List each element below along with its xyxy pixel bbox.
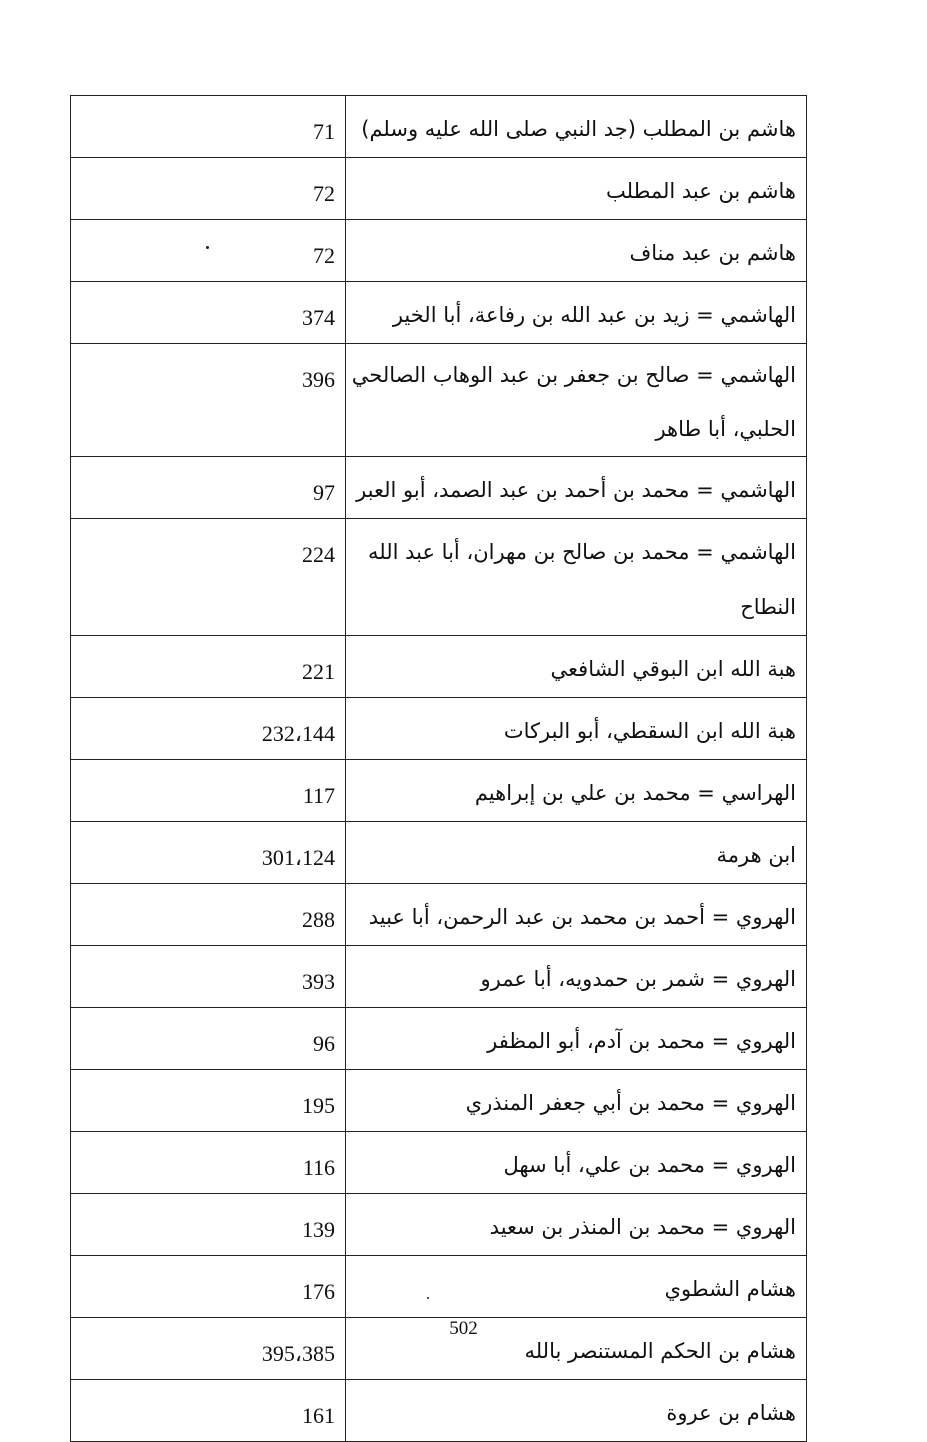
pages-cell — [71, 636, 346, 698]
table-row — [71, 760, 807, 822]
entry-name: الهروي = محمد بن علي، أبا سهل — [503, 1153, 796, 1177]
name-cell — [346, 884, 807, 946]
entry-name: الهروي = محمد بن المنذر بن سعيد — [489, 1215, 796, 1239]
table-row — [71, 884, 807, 946]
entry-name: هشام بن الحكم المستنصر بالله — [524, 1339, 796, 1363]
name-cell — [346, 96, 807, 158]
pages-cell — [71, 884, 346, 946]
name-cell — [346, 1008, 807, 1070]
entry-name: الهاشمي = زيد بن عبد الله بن رفاعة، أبا الخير — [392, 303, 796, 327]
page-refs: 393 — [302, 969, 335, 994]
pages-cell — [71, 1132, 346, 1194]
table-row — [71, 282, 807, 344]
name-cell — [346, 1256, 807, 1318]
entry-name: الهاشمي = محمد بن صالح بن مهران، أبا عبد الله النطاح — [368, 540, 796, 619]
name-cell — [346, 519, 807, 636]
table-row — [71, 1256, 807, 1318]
page-refs: 161 — [302, 1403, 335, 1428]
entry-name: الهروي = شمر بن حمدويه، أبا عمرو — [480, 967, 796, 991]
page-refs: 176 — [302, 1279, 335, 1304]
pages-cell — [71, 96, 346, 158]
entry-name: الهاشمي = صالح بن جعفر بن عبد الوهاب الصالحي الحلبي، أبا طاهر — [351, 363, 796, 441]
pages-cell — [71, 1380, 346, 1442]
name-cell — [346, 1380, 807, 1442]
pages-cell — [71, 698, 346, 760]
table-row — [71, 1070, 807, 1132]
name-cell — [346, 1132, 807, 1194]
name-cell — [346, 1194, 807, 1256]
name-cell — [346, 220, 807, 282]
table-row — [71, 519, 807, 636]
page-refs: 232،144 — [261, 721, 335, 746]
pages-cell — [71, 1070, 346, 1132]
name-cell — [346, 760, 807, 822]
name-cell — [346, 158, 807, 220]
page-refs: 195 — [302, 1093, 335, 1118]
table-row — [71, 698, 807, 760]
name-cell — [346, 344, 807, 457]
entry-name: هشام بن عروة — [666, 1401, 796, 1425]
table-row — [71, 220, 807, 282]
pages-cell — [71, 158, 346, 220]
page-refs: 288 — [302, 907, 335, 932]
name-cell — [346, 698, 807, 760]
pages-cell — [71, 1256, 346, 1318]
name-cell — [346, 282, 807, 344]
page-refs: 96 — [313, 1031, 335, 1056]
index-table — [70, 95, 807, 1442]
pages-cell — [71, 1008, 346, 1070]
scan-speck — [427, 1297, 429, 1299]
name-cell — [346, 946, 807, 1008]
pages-cell — [71, 519, 346, 636]
page-refs: 139 — [302, 1217, 335, 1242]
entry-name: هاشم بن عبد مناف — [629, 241, 796, 265]
entry-name: الهروي = محمد بن آدم، أبو المظفر — [487, 1029, 796, 1053]
table-row — [71, 1194, 807, 1256]
page-refs: 72 — [313, 181, 335, 206]
table-row — [71, 158, 807, 220]
name-cell — [346, 1070, 807, 1132]
page-refs: 116 — [302, 1155, 335, 1180]
pages-cell — [71, 282, 346, 344]
page-number: 502 — [449, 1318, 478, 1339]
page-refs: 374 — [302, 305, 335, 330]
entry-name: الهروي = أحمد بن محمد بن عبد الرحمن، أبا عبيد — [368, 905, 796, 929]
page-refs: 395،385 — [261, 1341, 335, 1366]
page-refs: 71 — [313, 119, 335, 144]
entry-name: الهروي = محمد بن أبي جعفر المنذري — [465, 1091, 796, 1115]
name-cell — [346, 636, 807, 698]
pages-cell — [71, 220, 346, 282]
entry-name: هبة الله ابن البوقي الشافعي — [550, 657, 796, 681]
pages-cell — [71, 344, 346, 457]
table-row — [71, 822, 807, 884]
page-refs: 224 — [302, 542, 335, 567]
entry-name: هبة الله ابن السقطي، أبو البركات — [503, 719, 796, 743]
table-row — [71, 636, 807, 698]
page-refs: 221 — [302, 659, 335, 684]
entry-name: هاشم بن المطلب (جد النبي صلى الله عليه وسلم) — [361, 117, 796, 141]
entry-name: ابن هرمة — [716, 843, 796, 867]
pages-cell — [71, 946, 346, 1008]
pages-cell — [71, 1194, 346, 1256]
pages-cell — [71, 760, 346, 822]
page-refs: 301،124 — [261, 845, 335, 870]
name-cell — [346, 457, 807, 519]
table-row — [71, 344, 807, 457]
page-refs: 396 — [302, 367, 335, 392]
pages-cell — [71, 457, 346, 519]
table-row — [71, 457, 807, 519]
table-row — [71, 946, 807, 1008]
entry-name: هشام الشطوي — [664, 1277, 796, 1301]
page-refs: 97 — [313, 480, 335, 505]
entry-name: الهراسي = محمد بن علي بن إبراهيم — [474, 781, 796, 805]
name-cell — [346, 822, 807, 884]
table-row — [71, 1380, 807, 1442]
scan-speck — [206, 246, 209, 249]
entry-name: هاشم بن عبد المطلب — [606, 179, 796, 203]
page-refs: 117 — [302, 783, 335, 808]
page-refs: 72 — [313, 243, 335, 268]
table-row — [71, 96, 807, 158]
entry-name: الهاشمي = محمد بن أحمد بن عبد الصمد، أبو العبر — [356, 478, 796, 502]
table-row — [71, 1132, 807, 1194]
table-row — [71, 1008, 807, 1070]
pages-cell — [71, 822, 346, 884]
